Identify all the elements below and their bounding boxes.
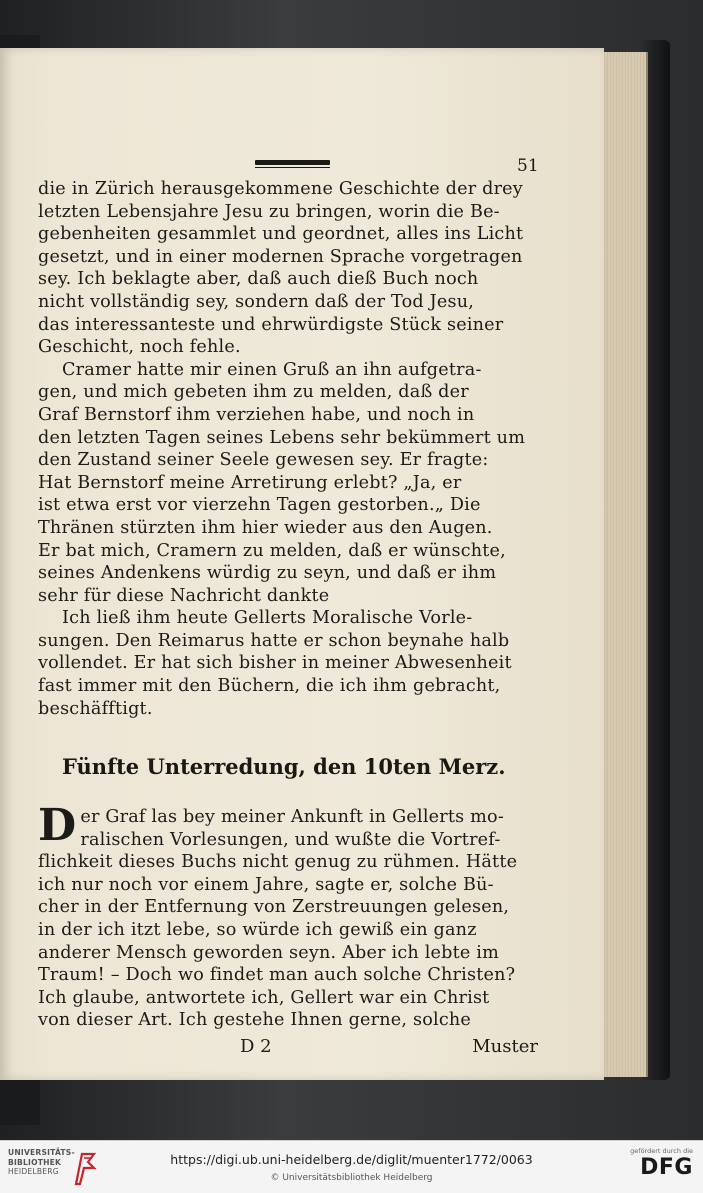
funder-label: gefördert durch die <box>630 1147 693 1155</box>
text-line: beschäfftigt. <box>38 698 153 719</box>
text-line: in der ich itzt lebe, so würde ich gewiß ein ganz <box>38 919 477 940</box>
text-line: gen, und mich gebeten ihm zu melden, daß der <box>38 382 469 403</box>
text-line: anderer Mensch geworden seyn. Aber ich lebte im <box>38 942 499 963</box>
text-line: cher in der Entfernung von Zerstreuungen gelesen, <box>38 897 510 918</box>
text-line: er Graf las bey meiner Ankunft in Gellerts mo- <box>80 807 504 827</box>
text-line: fast immer mit den Büchern, die ich ihm gebracht, <box>38 676 501 697</box>
text-block-2 <box>38 800 538 1032</box>
text-line: Ich glaube, antwortete ich, Gellert war ein Christ <box>38 987 490 1008</box>
text-line: vollendet. Er hat sich bisher in meiner Abwesenheit <box>38 653 512 674</box>
text-line: Ich ließ ihm heute Gellerts Moralische Vorle- <box>62 608 473 629</box>
text-line: ich nur noch vor einem Jahre, sagte er, solche Bü- <box>38 874 494 895</box>
text-line: Geschicht, noch fehle. <box>38 337 241 358</box>
text-line: das interessanteste und ehrwürdigste Stück seiner <box>38 314 504 335</box>
text-line: den Zustand seiner Seele gewesen sey. Er fragte: <box>38 450 489 471</box>
logo-line: BIBLIOTHEK <box>8 1157 62 1167</box>
text-line: flichkeit dieses Buchs nicht genug zu rühmen. Hätte <box>38 852 518 873</box>
text-line: den letzten Tagen seines Lebens sehr bekümmert um <box>38 427 526 448</box>
dfg-logo-text: DFG <box>640 1155 693 1180</box>
text-line: Hat Bernstorf meine Arretirung erlebt? „Ja, er <box>38 472 462 493</box>
page-foot <box>38 1036 538 1060</box>
text-line: Thränen stürzten ihm hier wieder aus den Augen. <box>38 517 493 538</box>
text-line: von dieser Art. Ich gestehe Ihnen gerne, solche <box>38 1010 472 1031</box>
page-number: 51 <box>517 156 539 176</box>
logo-line: HEIDELBERG <box>8 1167 59 1176</box>
text-line: sungen. Den Reimarus hatte er schon beynahe halb <box>38 630 510 651</box>
viewer-footer <box>0 1140 703 1193</box>
text-line: nicht vollständig sey, sondern daß der Tod Jesu, <box>38 291 475 312</box>
text-line: sey. Ich beklagte aber, daß auch dieß Buch noch <box>38 269 479 290</box>
text-line: Er bat mich, Cramern zu melden, daß er wünschte, <box>38 540 506 561</box>
text-line: die in Zürich herausgekommene Geschichte der drey <box>38 179 523 199</box>
text-line: Cramer hatte mir einen Gruß an ihn aufgetra- <box>62 359 482 380</box>
book-page <box>0 48 604 1080</box>
text-block-1 <box>38 178 538 720</box>
copyright-notice: © Universitätsbibliothek Heidelberg <box>270 1173 433 1183</box>
text-line: Traum! – Doch wo findet man auch solche Christen? <box>38 965 516 986</box>
header-rule <box>255 160 330 165</box>
signature-mark: D 2 <box>240 1036 272 1057</box>
text-line: gesetzt, und in einer modernen Sprache vorgetragen <box>38 246 523 267</box>
text-line: letzten Lebensjahre Jesu zu bringen, worin die Be- <box>38 201 500 222</box>
permalink-url[interactable]: https://digi.ub.uni-heidelberg.de/diglit/muenter1772/0063 <box>170 1152 533 1167</box>
text-line: Graf Bernstorf ihm verziehen habe, und noch in <box>38 404 475 425</box>
funder-logo[interactable] <box>623 1147 693 1181</box>
text-line: gebenheiten gesammlet und geordnet, alles ins Licht <box>38 224 524 245</box>
text-line: sehr für diese Nachricht dankte <box>38 585 330 606</box>
section-heading: Fünfte Unterredung, den 10ten Merz. <box>62 754 506 779</box>
page-edges <box>600 52 648 1077</box>
catchword: Muster <box>472 1036 538 1057</box>
drop-cap: D <box>38 800 77 851</box>
text-line: ist etwa erst vor vierzehn Tagen gestorben.„ Die <box>38 495 481 516</box>
logo-line: UNIVERSITÄTS- <box>8 1148 75 1157</box>
text-line: seines Andenkens würdig zu seyn, und daß er ihm <box>38 563 497 584</box>
text-line: ralischen Vorlesungen, und wußte die Vortref- <box>80 829 501 850</box>
